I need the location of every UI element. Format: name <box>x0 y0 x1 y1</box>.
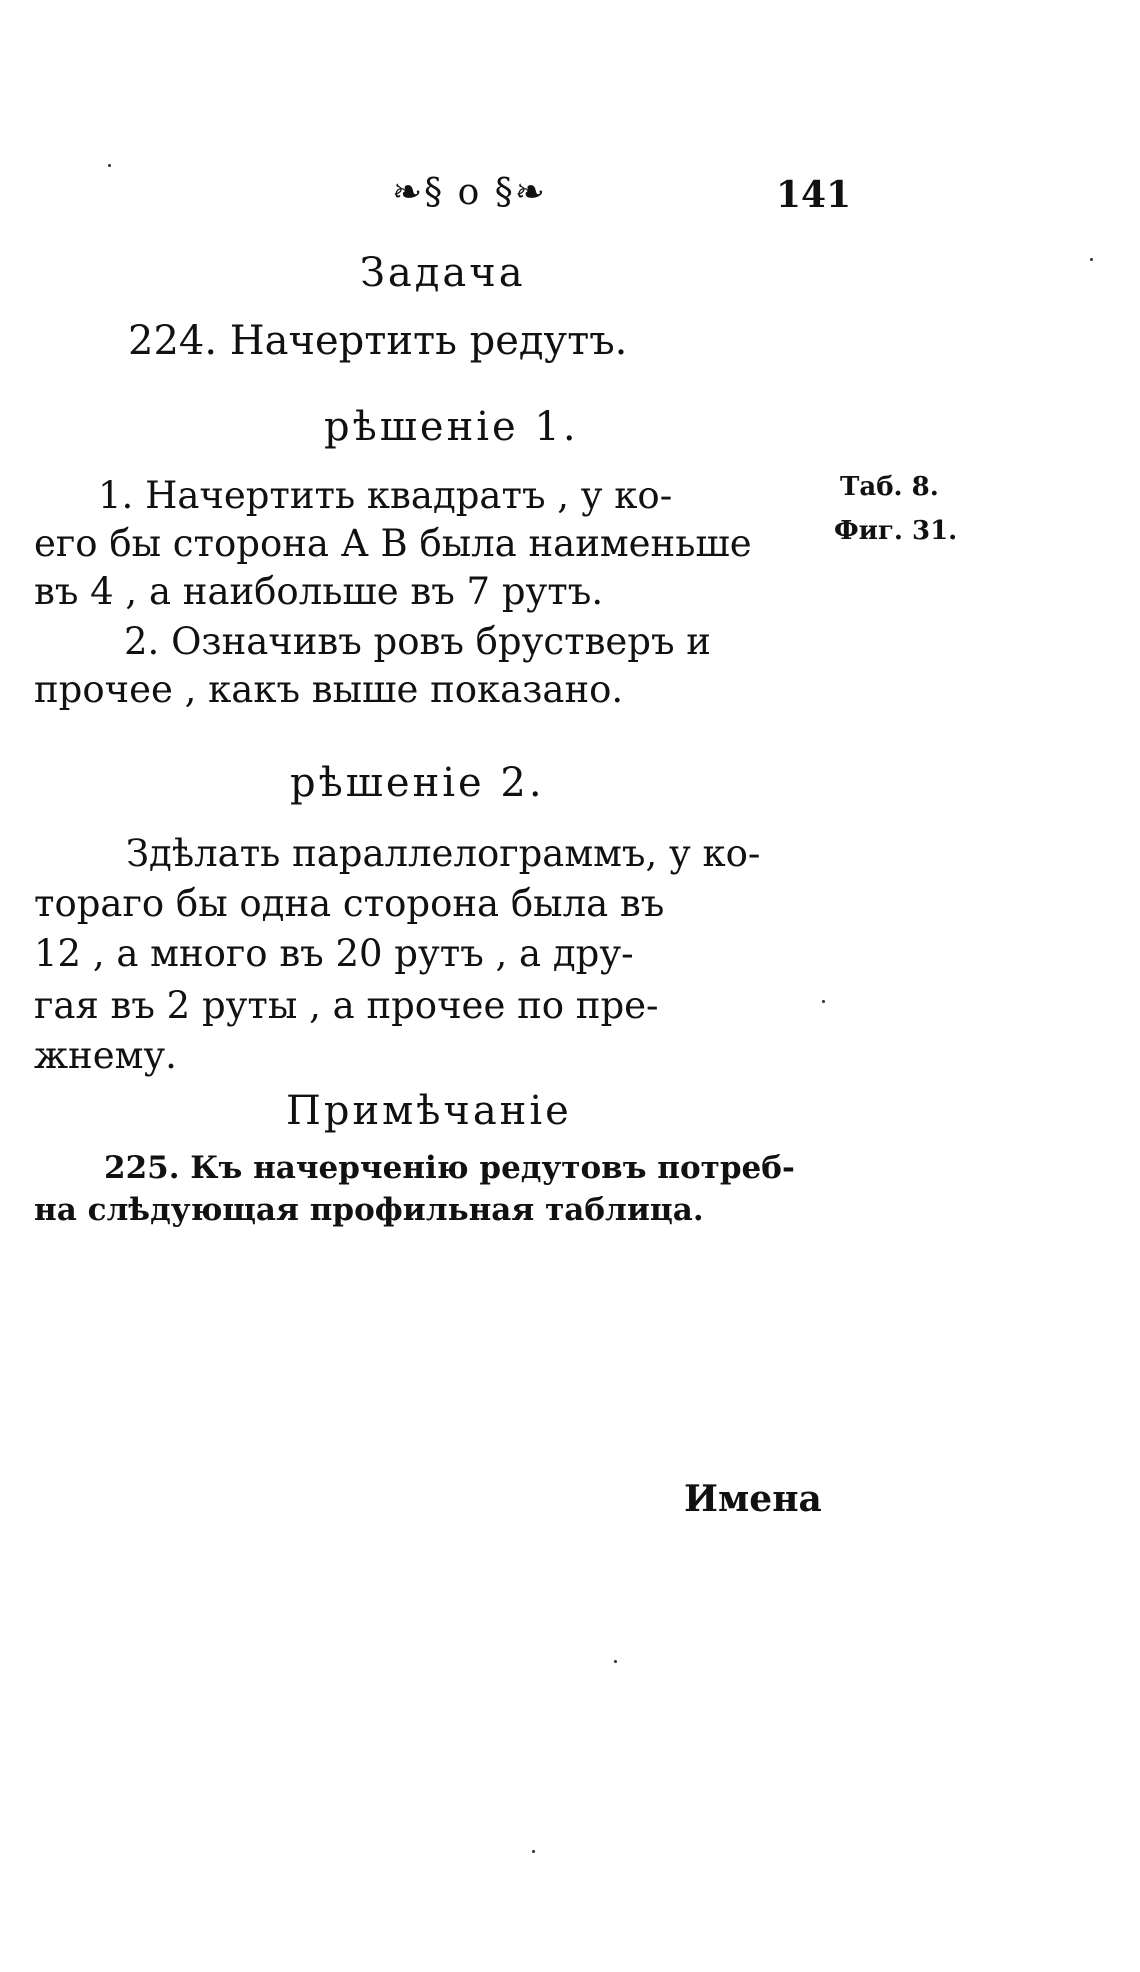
solution-1-line: 1. Начертить квадратъ , у ко- <box>98 474 673 517</box>
note-line: 225. Къ начерченiю редутовъ потреб- <box>104 1150 795 1186</box>
header-ornament: ❧§ o §❧ <box>392 172 547 213</box>
paper-speck <box>108 164 111 167</box>
paper-speck <box>614 1660 617 1663</box>
note-heading: Примѣчанiе <box>286 1088 572 1134</box>
paper-speck <box>532 1850 535 1853</box>
paper-speck <box>822 1000 825 1003</box>
note-line: на слѣдующая профильная таблица. <box>34 1192 704 1228</box>
margin-note: Фиг. 31. <box>834 516 958 546</box>
margin-note: Таб. 8. <box>840 472 939 502</box>
section-title: Задача <box>360 250 526 296</box>
solution-2-line: Здѣлать параллелограммъ, у ко- <box>126 832 761 875</box>
solution-2-line: тораго бы одна сторона была въ <box>34 882 665 925</box>
catchword: Имена <box>684 1478 822 1520</box>
solution-2-line: 12 , а много въ 20 рутъ , а дру- <box>34 932 634 975</box>
page-number: 141 <box>776 174 852 216</box>
problem-statement: 224. Начертить редутъ. <box>128 318 628 364</box>
solution-2-line: гая въ 2 руты , а прочее по пре- <box>34 984 659 1027</box>
paper-speck <box>1090 258 1093 261</box>
solution-1-line: 2. Означивъ ровъ брустверъ и <box>124 620 711 663</box>
solution-2-heading: рѣшенiе 2. <box>290 760 545 806</box>
solution-2-line: жнему. <box>34 1034 177 1077</box>
solution-1-heading: рѣшенiе 1. <box>324 404 579 450</box>
solution-1-line: прочее , какъ выше показано. <box>34 668 624 711</box>
solution-1-line: его бы сторона А В была наименьше <box>34 522 752 565</box>
solution-1-line: въ 4 , а наибольше въ 7 рутъ. <box>34 570 604 613</box>
